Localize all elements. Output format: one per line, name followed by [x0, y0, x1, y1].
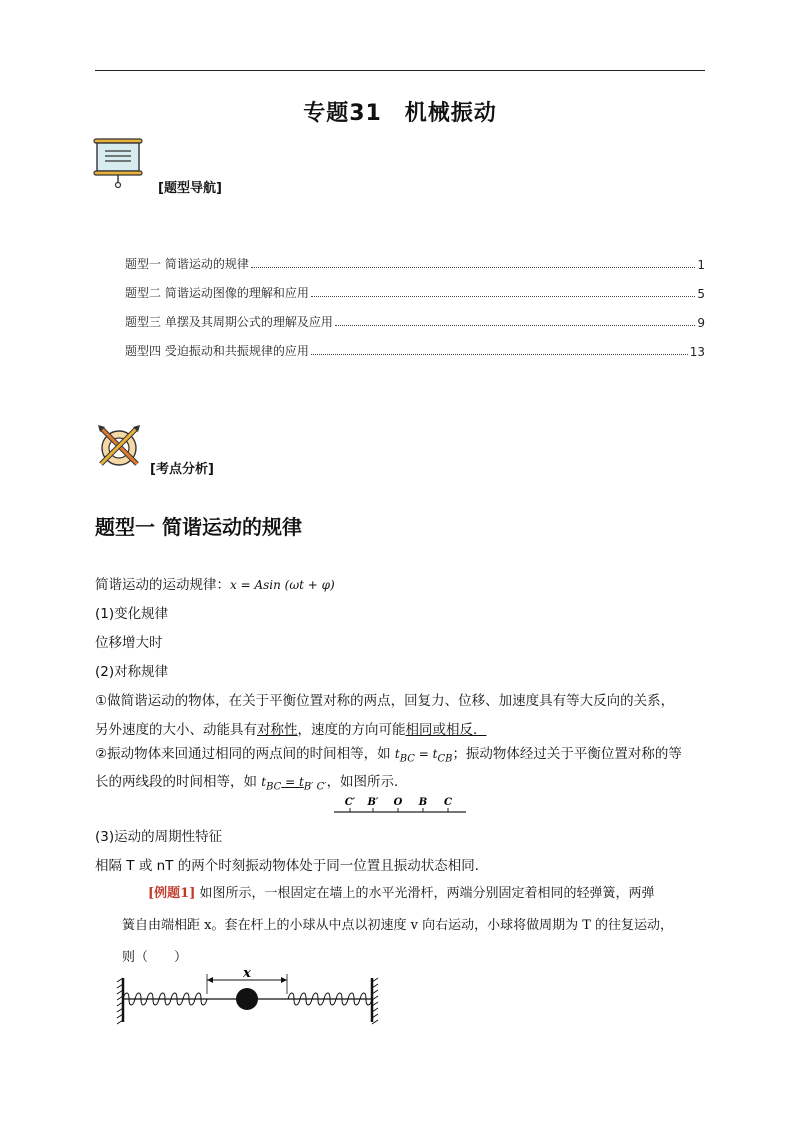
axis-label: C′	[344, 797, 356, 808]
formula-line	[95, 573, 335, 593]
paragraph: (2)对称规律	[95, 664, 169, 680]
toc-item[interactable]	[125, 254, 705, 272]
distance-arrow-left	[207, 977, 213, 983]
math-sub: BC	[266, 781, 282, 793]
paragraph	[95, 742, 682, 765]
example-line	[148, 882, 655, 901]
section-heading: 题型一 简谐运动的规律	[95, 515, 302, 539]
toc-item-label: 题型二 简谐运动图像的理解和应用	[125, 286, 309, 300]
math-sub: CB	[437, 753, 453, 765]
toc-item[interactable]	[125, 341, 705, 359]
paragraph: (3)运动的周期性特征	[95, 829, 223, 845]
toc-item[interactable]	[125, 312, 705, 330]
crossed-tools-icon	[95, 422, 143, 470]
page-title: 专题31 机械振动	[303, 101, 497, 126]
formula-prefix: 简谐运动的运动规律：	[95, 577, 230, 593]
math-sub: B′ C′	[303, 781, 327, 793]
paragraph	[95, 770, 408, 793]
axis-label: O	[393, 797, 403, 808]
toc-leader	[311, 354, 688, 355]
toc-item-page: 13	[689, 345, 705, 359]
text: 如图所示，一根固定在墙上的水平光滑杆，两端分别固定着相同的轻弹簧，两弹	[195, 886, 655, 901]
example-line: 簧自由端相距 x。套在杆上的小球从中点以初速度 v 向右运动，小球将做周期为 T 的往复运动，	[122, 918, 674, 933]
toc-item-page: 5	[697, 287, 705, 301]
ball	[236, 988, 258, 1010]
underlined-text: 相同或相反．	[405, 722, 487, 738]
example-line: 则（ ）	[122, 950, 188, 965]
top-rule	[95, 70, 705, 71]
toc-leader	[311, 296, 696, 297]
underlined-text: 对称性	[257, 722, 298, 738]
distance-arrow-right	[281, 977, 287, 983]
toc-item-label: 题型一 简谐运动的规律	[125, 257, 249, 271]
axis-label: C	[444, 797, 452, 808]
axis-label: B	[418, 797, 428, 808]
text: 另外速度的大小、动能具有	[95, 722, 257, 738]
math-var: t	[261, 775, 267, 789]
toc-item-page: 9	[697, 316, 705, 330]
toc-item-label: 题型四 受迫振动和共振规律的应用	[125, 344, 309, 358]
nav-label: [题型导航]	[158, 181, 222, 196]
paragraph	[95, 718, 487, 738]
toc-leader	[335, 325, 696, 326]
paragraph: 相隔 T 或 nT 的两个时刻振动物体处于同一位置且振动状态相同．	[95, 858, 489, 874]
text: ，如图所示．	[326, 774, 408, 790]
paragraph: ①做简谐运动的物体，在关于平衡位置对称的两点，回复力、位移、加速度具有等大反向的关系，	[95, 693, 675, 709]
paragraph: 位移增大时	[95, 635, 163, 651]
toc-item[interactable]	[125, 283, 705, 301]
math-eq: = t	[281, 775, 304, 789]
text: ；振动物体经过关于平衡位置对称的等	[452, 746, 682, 762]
math-var: t	[394, 747, 400, 761]
spring-ball-figure	[115, 966, 380, 1026]
math-eq: = t	[414, 747, 438, 761]
paragraph: (1)变化规律	[95, 606, 169, 622]
axis-label: B′	[367, 797, 379, 808]
text: 长的两线段的时间相等，如	[95, 774, 262, 790]
text: ，速度的方向可能	[297, 722, 406, 738]
toc-item-label: 题型三 单摆及其周期公式的理解及应用	[125, 315, 333, 329]
toc-leader	[251, 267, 696, 268]
toc-item-page: 1	[697, 258, 705, 272]
formula: x = Asin (ωt + φ)	[230, 578, 335, 592]
text: ②振动物体来回通过相同的两点间的时间相等，如	[95, 746, 395, 762]
distance-label: x	[243, 966, 251, 981]
analysis-label: [考点分析]	[150, 462, 214, 477]
example-tag: [例题1]	[148, 886, 196, 901]
symmetry-axis-figure	[330, 792, 470, 820]
math-sub: BC	[399, 753, 415, 765]
presentation-board-icon	[92, 137, 144, 189]
